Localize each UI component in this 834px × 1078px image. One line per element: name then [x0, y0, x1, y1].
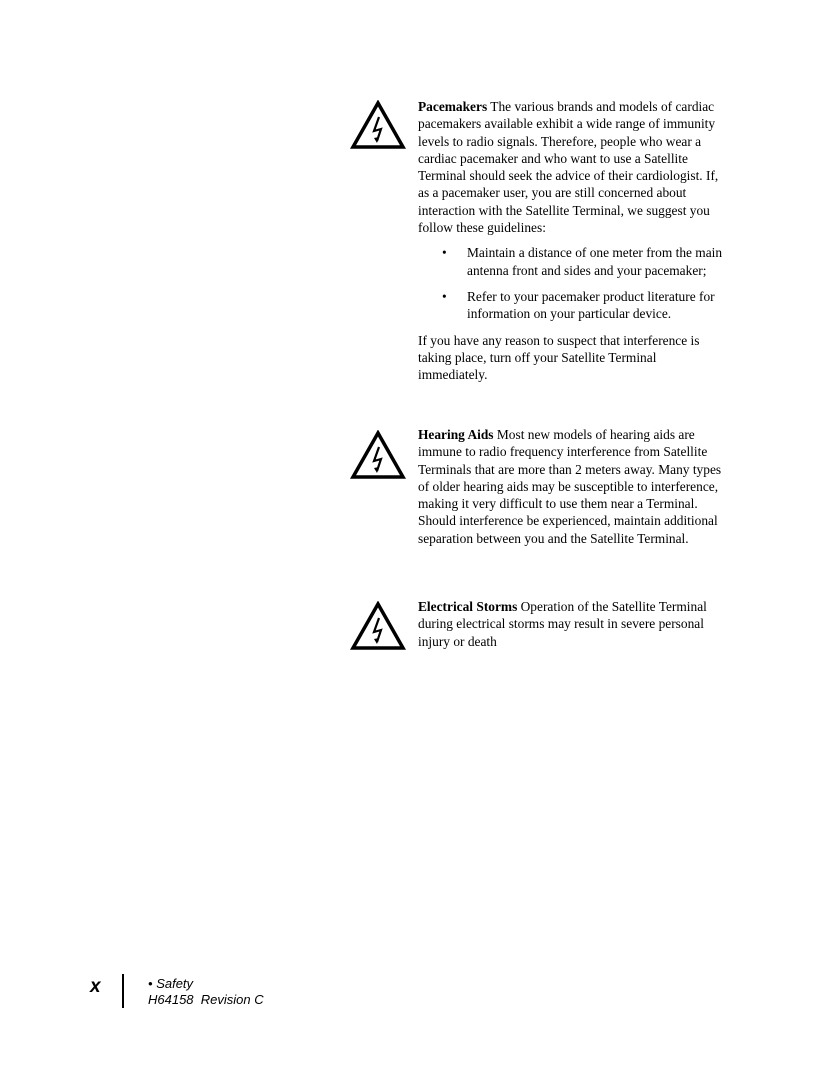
- page-number: x: [90, 976, 101, 997]
- hearing-aids-text: Most new models of hearing aids are immune to radio frequency interference from Satellite Terminals that are more than 2 meters away. Many types of older hearing aids may be susceptible to interference, making it very difficult to use them near a Terminal. Should interference be experienced, maintain additional separation between you and the Satellite Terminal.: [418, 427, 722, 546]
- hearing-aids-heading: Hearing Aids: [418, 427, 494, 442]
- pacemaker-guidelines-list: [418, 244, 726, 322]
- electrical-storms-heading: Electrical Storms: [418, 599, 518, 614]
- pacemakers-text: The various brands and models of cardiac pacemakers available exhibit a wide range of immunity levels to radio signals. Therefore, people who wear a cardiac pacemaker and who want to use a Satellite Terminal should seek the advice of their cardiologist. If, as a pacemaker user, you are still concerned about interaction with the Satellite Terminal, we suggest you follow these guidelines:: [418, 99, 719, 236]
- pacemakers-closing: If you have any reason to suspect that interference is taking place, turn off your Satellite Terminal immediately.: [418, 332, 700, 383]
- bullet-glyph: •: [442, 288, 447, 304]
- electrical-hazard-warning-icon: [350, 430, 406, 480]
- electrical-storms-section: [418, 598, 726, 650]
- list-item: • Refer to your pacemaker product literature for information on your particular device.: [442, 288, 715, 322]
- electrical-storms-paragraph: [418, 598, 726, 650]
- hearing-aids-section: [418, 426, 726, 547]
- footer-section-label: Safety: [156, 976, 194, 991]
- electrical-storms-text: Operation of the Satellite Terminal during electrical storms may result in severe personal injury or death: [418, 599, 707, 649]
- electrical-hazard-warning-icon: [350, 601, 406, 651]
- list-item: • Maintain a distance of one meter from the main antenna front and sides and your pacemaker;: [442, 245, 723, 278]
- footer-divider: [122, 974, 124, 1008]
- footer-info: [148, 976, 264, 1008]
- pacemakers-section: [418, 98, 726, 383]
- electrical-hazard-warning-icon: [350, 100, 406, 150]
- pacemakers-paragraph: [418, 98, 726, 236]
- bullet-glyph: •: [442, 245, 447, 261]
- footer-bullet: •: [148, 976, 153, 991]
- footer-section: [148, 976, 264, 992]
- pacemakers-heading: Pacemakers: [418, 99, 488, 114]
- hearing-aids-paragraph: [418, 426, 726, 547]
- footer-doc-id: H64158 Revision C: [148, 992, 264, 1007]
